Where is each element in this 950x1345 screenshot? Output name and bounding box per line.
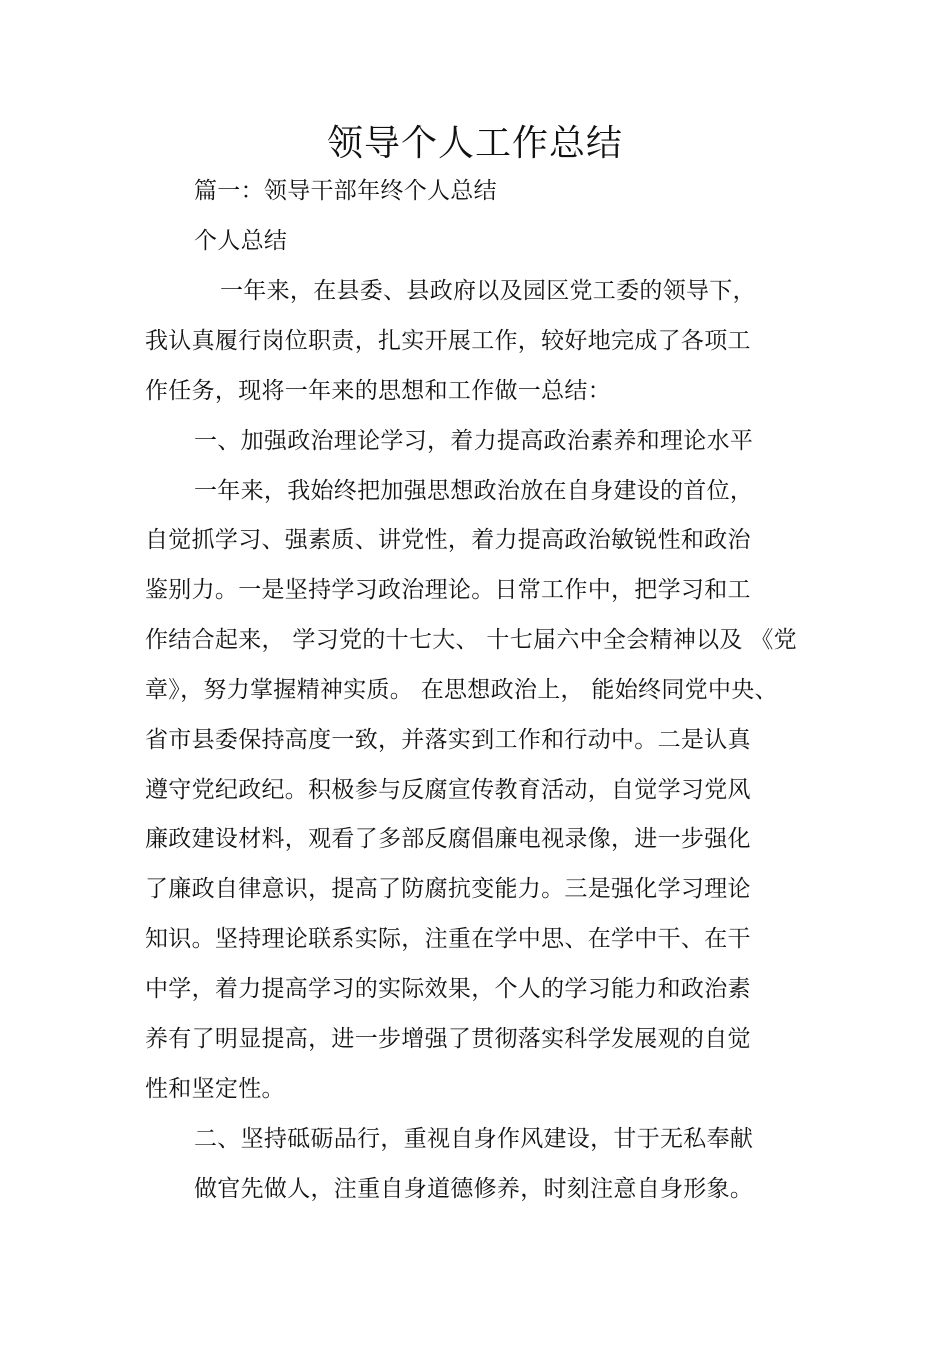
section-heading: 一、加强政治理论学习，着力提高政治素养和理论水平 [194,428,754,454]
paragraph-line: 中学，着力提高学习的实际效果，个人的学习能力和政治素 [145,976,751,1002]
section-heading: 篇一：领导干部年终个人总结 [194,178,497,204]
paragraph-line: 一年来，在县委、县政府以及园区党工委的领导下， [220,278,756,304]
document-title: 领导个人工作总结 [326,123,623,164]
paragraph-line: 廉政建设材料，观看了多部反腐倡廉电视录像，进一步强化 [145,826,751,852]
paragraph-line: 我认真履行岗位职责，扎实开展工作，较好地完成了各项工 [145,328,751,354]
subheading: 个人总结 [194,228,288,254]
paragraph-line: 了廉政自律意识，提高了防腐抗变能力。三是强化学习理论 [145,876,751,902]
paragraph-line: 省市县委保持高度一致，并落实到工作和行动中。二是认真 [145,727,751,753]
paragraph-line: 一年来，我始终把加强思想政治放在自身建设的首位， [194,478,754,504]
section-heading: 二、坚持砥砺品行，重视自身作风建设，甘于无私奉献 [194,1126,754,1152]
paragraph-line: 做官先做人，注重自身道德修养，时刻注意自身形象。 [194,1176,754,1202]
paragraph-line: 作结合起来， 学习党的十七大、 十七届六中全会精神以及 《党 [145,627,797,653]
paragraph-line: 鉴别力。一是坚持学习政治理论。日常工作中，把学习和工 [145,577,751,603]
paragraph-line: 自觉抓学习、强素质、讲党性，着力提高政治敏锐性和政治 [145,527,751,553]
paragraph-line: 养有了明显提高，进一步增强了贯彻落实科学发展观的自觉 [145,1026,751,1052]
paragraph-line: 作任务，现将一年来的思想和工作做一总结： [145,378,611,404]
paragraph-line: 章》，努力掌握精神实质。 在思想政治上， 能始终同党中央、 [145,677,778,703]
paragraph-line: 遵守党纪政纪。积极参与反腐宣传教育活动，自觉学习党风 [145,777,751,803]
paragraph-line: 性和坚定性。 [145,1076,285,1102]
paragraph-line: 知识。坚持理论联系实际，注重在学中思、在学中干、在干 [145,926,751,952]
